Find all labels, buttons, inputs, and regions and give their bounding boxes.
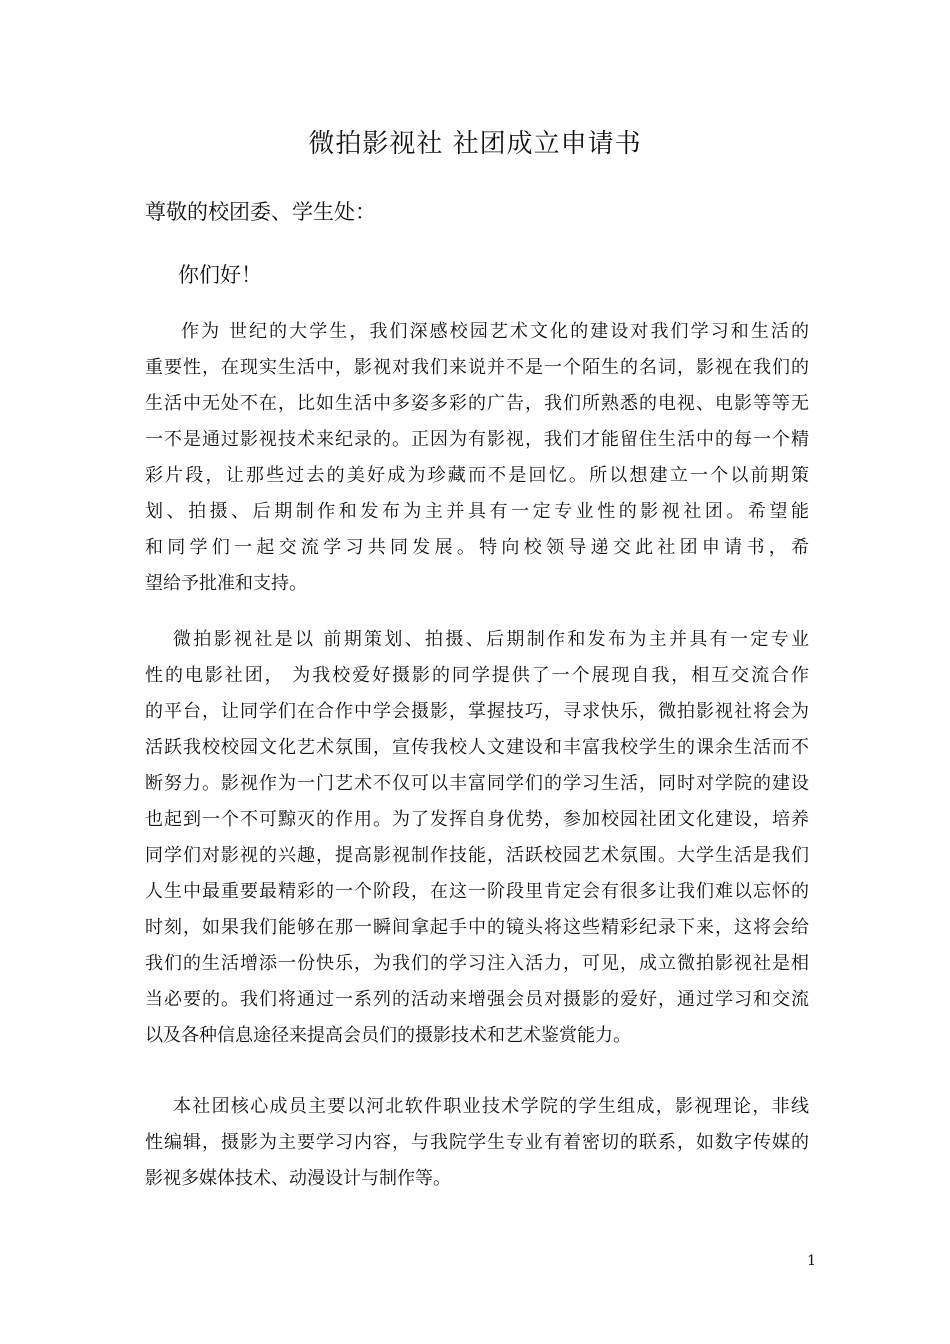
paragraph-line: 人生中最重要最精彩的一个阶段，在这一阶段里肯定会有很多让我们难以忘怀的: [145, 881, 809, 902]
paragraph-intro: [145, 314, 809, 602]
paragraph-line: 划、拍摄、后期制作和发布为主并具有一定专业性的影视社团。希望能: [145, 501, 809, 522]
paragraph-line: 和同学们一起交流学习共同发展。特向校领导递交此社团申请书，希: [145, 537, 809, 558]
paragraph-line: 彩片段，让那些过去的美好成为珍藏而不是回忆。所以想建立一个以前期策: [145, 465, 809, 486]
paragraph-line: 也起到一个不可黥灭的作用。为了发挥自身优势，参加校园社团文化建设，培养: [145, 809, 809, 830]
paragraph-line: 以及各种信息途径来提高会员们的摄影技术和艺术鉴赏能力。: [145, 1025, 631, 1046]
paragraph-members: [145, 1089, 809, 1197]
paragraph-line: 同学们对影视的兴趣，提高影视制作技能，活跃校园艺术氛围。大学生活是我们: [145, 845, 809, 866]
paragraph-line: 当必要的。我们将通过一系列的活动来增强会员对摄影的爱好，通过学习和交流: [145, 989, 809, 1010]
paragraph-line: 重要性，在现实生活中，影视对我们来说并不是一个陌生的名词，影视在我们的: [145, 357, 809, 378]
paragraph-line: 时刻，如果我们能够在那一瞬间拿起手中的镜头将这些精彩纪录下来，这将会给: [145, 917, 809, 938]
paragraph-club-description: [145, 622, 809, 1054]
paragraph-line: 的平台，让同学们在合作中学会摄影，掌握技巧，寻求快乐，微拍影视社将会为: [145, 701, 809, 722]
paragraph-line: 望给予批准和支持。: [145, 573, 307, 594]
paragraph-line: 生活中无处不在，比如生活中多姿多彩的广告，我们所熟悉的电视、电影等等无: [145, 393, 809, 414]
paragraph-line: 作为 世纪的大学生，我们深感校园艺术文化的建设对我们学习和生活的: [181, 321, 809, 342]
page-number: 1: [807, 1253, 816, 1269]
paragraph-line: 性编辑，摄影为主要学习内容，与我院学生专业有着密切的联系，如数字传媒的: [145, 1132, 809, 1153]
paragraph-line: 影视多媒体技术、动漫设计与制作等。: [145, 1168, 451, 1189]
paragraph-line: 断努力。影视作为一门艺术不仅可以丰富同学们的学习生活，同时对学院的建设: [145, 773, 809, 794]
paragraph-line: 微拍影视社是以 前期策划、拍摄、后期制作和发布为主并具有一定专业: [173, 629, 809, 650]
greeting: 你们好！: [178, 263, 262, 287]
paragraph-line: 活跃我校校园文化艺术氛围，宣传我校人文建设和丰富我校学生的课余生活而不: [145, 737, 809, 758]
paragraph-line: 我们的生活增添一份快乐，为我们的学习注入活力，可见，成立微拍影视社是相: [145, 953, 809, 974]
document-title: 微拍影视社 社团成立申请书: [308, 129, 642, 159]
paragraph-line: 一不是通过影视技术来纪录的。正因为有影视，我们才能留住生活中的每一个精: [145, 429, 809, 450]
paragraph-line: 性的电影社团， 为我校爱好摄影的同学提供了一个展现自我，相互交流合作: [145, 665, 809, 686]
paragraph-line: 本社团核心成员主要以河北软件职业技术学院的学生组成，影视理论，非线: [173, 1096, 809, 1117]
salutation: 尊敬的校团委、学生处：: [145, 200, 376, 224]
